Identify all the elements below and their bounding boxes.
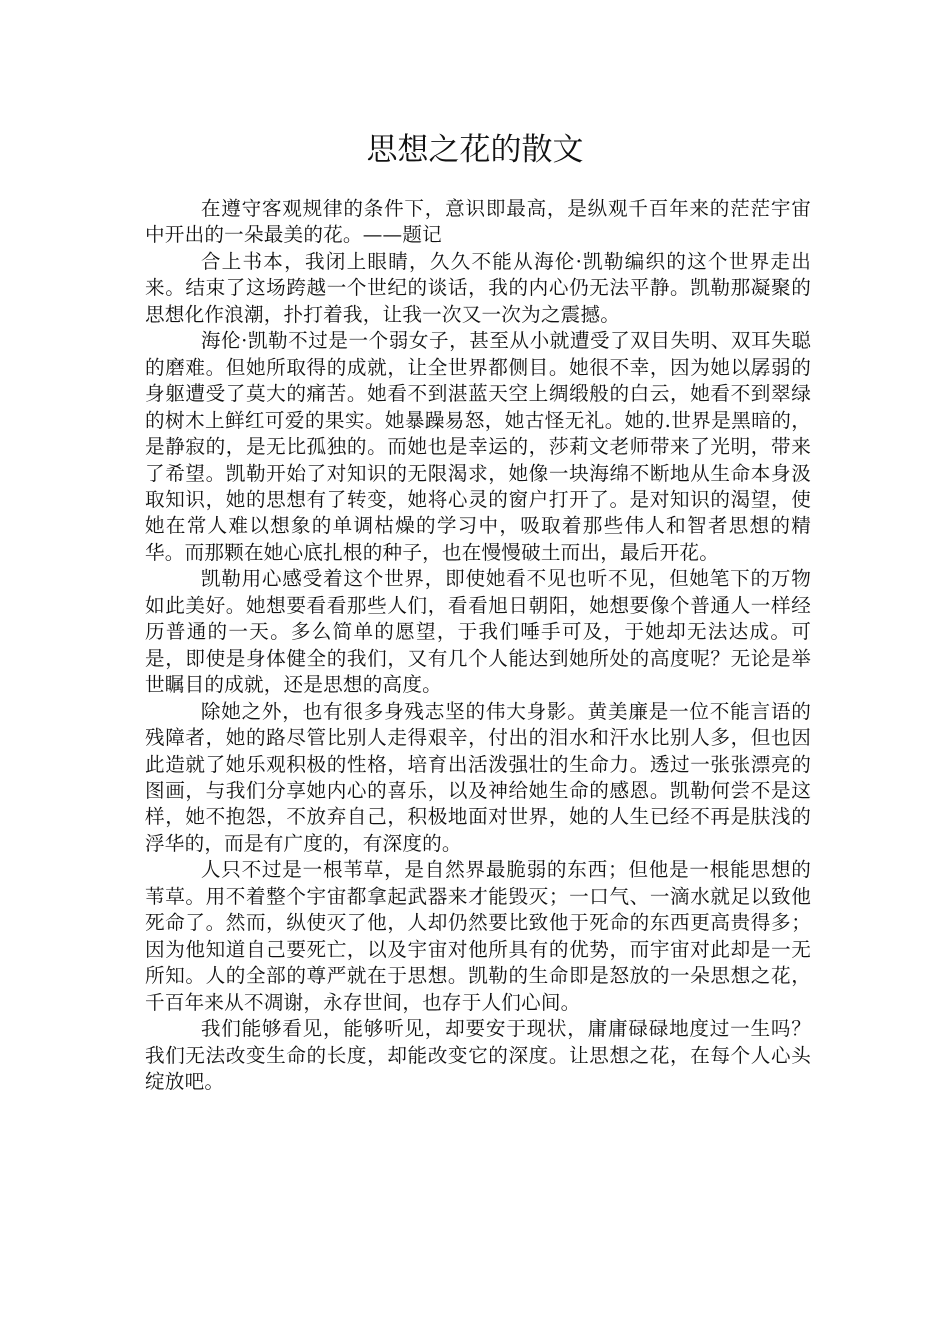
paragraph: 除她之外，也有很多身残志坚的伟大身影。黄美廉是一位不能言语的残障者，她的路尽管比别人走得艰辛，付出的泪水和汗水比别人多，但也因此造就了她乐观积极的性格，培育出活泼强壮的生命力。透过一张张漂亮的图画，与我们分享她内心的喜乐，以及神给她生命的感恩。凯勒何尝不是这样，她不抱怨，不放弃自己，积极地面对世界，她的人生已经不再是肤浅的浮华的，而是有广度的，有深度的。 xyxy=(145,699,811,855)
paragraph: 合上书本，我闭上眼睛，久久不能从海伦·凯勒编织的这个世界走出来。结束了这场跨越一个世纪的谈话，我的内心仍无法平静。凯勒那凝聚的思想化作浪潮，扑打着我，让我一次又一次为之震撼。 xyxy=(145,249,811,326)
paragraph-closing: 我们能够看见，能够听见，却要安于现状，庸庸碌碌地度过一生吗？我们无法改变生命的长度，却能改变它的深度。让思想之花，在每个人心头绽放吧。 xyxy=(145,1017,811,1093)
paragraph: 人只不过是一根苇草，是自然界最脆弱的东西；但他是一根能思想的苇草。用不着整个宇宙都拿起武器来才能毁灭；一口气、一滴水就足以致他死命了。然而，纵使灭了他，人却仍然要比致他于死命的东西更高贵得多；因为他知道自己要死亡，以及宇宙对他所具有的优势，而宇宙对此却是一无所知。人的全部的尊严就在于思想。凯勒的生命即是怒放的一朵思想之花，千百年来从不凋谢，永存世间，也存于人们心间。 xyxy=(145,858,811,1014)
paragraph: 凯勒用心感受着这个世界，即使她看不见也听不见，但她笔下的万物如此美好。她想要看看那些人们，看看旭日朝阳，她想要像个普通人一样经历普通的一天。多么简单的愿望，于我们唾手可及，于她却无法达成。可是，即使是身体健全的我们，又有几个人能达到她所处的高度呢？无论是举世瞩目的成就，还是思想的高度。 xyxy=(145,567,811,697)
document-body xyxy=(145,196,811,1095)
document-title: 思想之花的散文 xyxy=(366,132,584,168)
paragraph-epigraph: 在遵守客观规律的条件下，意识即最高，是纵观千百年来的茫茫宇宙中开出的一朵最美的花。——题记 xyxy=(145,197,811,247)
paragraph: 海伦·凯勒不过是一个弱女子，甚至从小就遭受了双目失明、双耳失聪的磨难。但她所取得的成就，让全世界都侧目。她很不幸，因为她以孱弱的身躯遭受了莫大的痛苦。她看不到湛蓝天空上绸缎般的白云，她看不到翠绿的树木上鲜红可爱的果实。她暴躁易怒，她古怪无礼。她的.世界是黑暗的，是静寂的，是无比孤独的。而她也是幸运的，莎莉文老师带来了光明，带来了希望。凯勒开始了对知识的无限渴求，她像一块海绵不断地从生命本身汲取知识，她的思想有了转变，她将心灵的窗户打开了。是对知识的渴望，使她在常人难以想象的单调枯燥的学习中，吸取着那些伟人和智者思想的精华。而那颗在她心底扎根的种子，也在慢慢破土而出，最后开花。 xyxy=(145,329,811,564)
